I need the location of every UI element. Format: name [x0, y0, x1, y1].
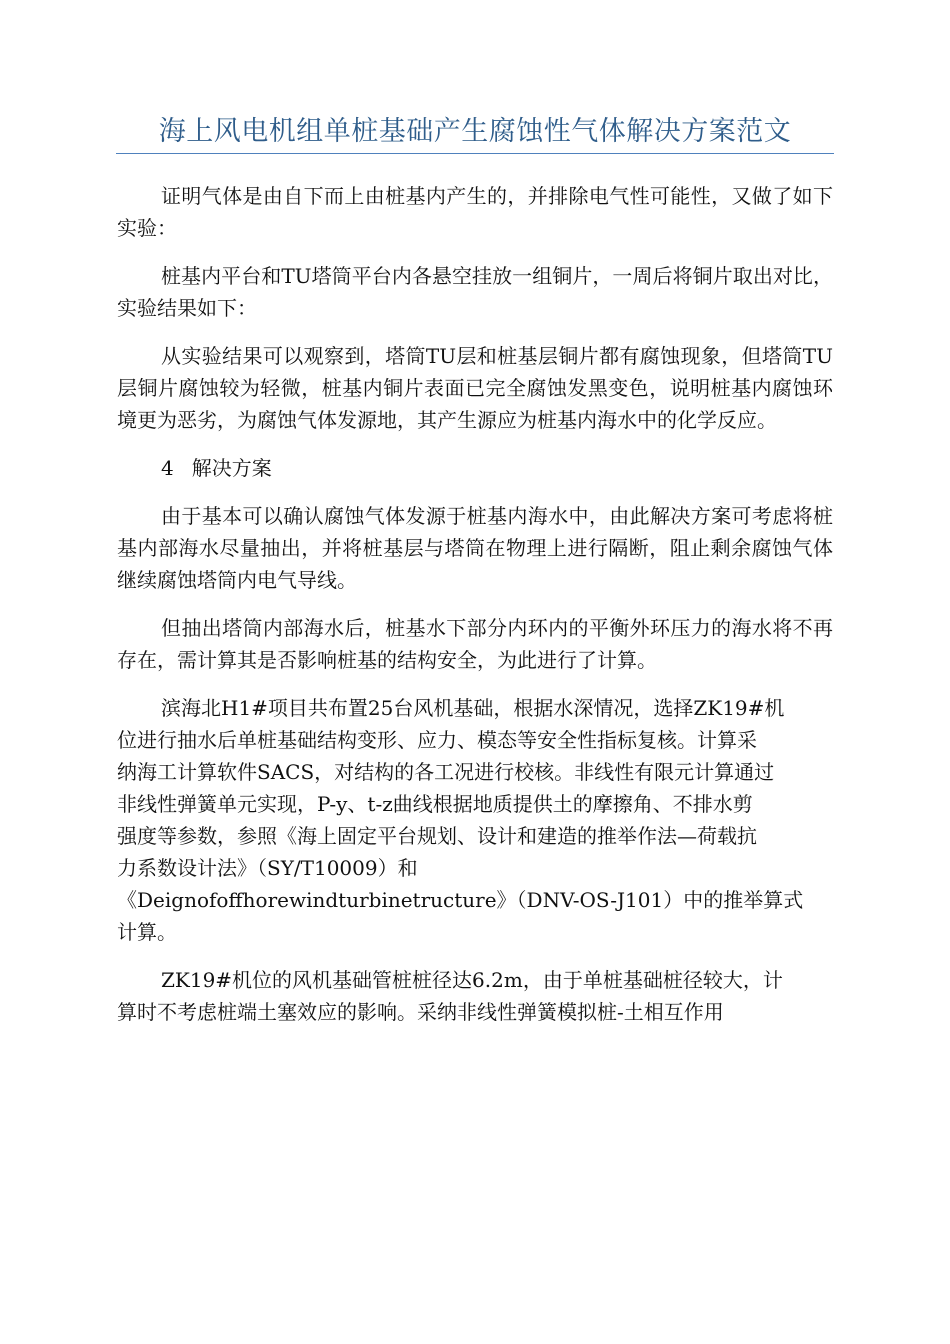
paragraph-6-line-4: 非线性弹簧单元实现，P-y、t-z曲线根据地质提供土的摩擦角、不排水剪: [117, 792, 753, 816]
paragraph-7: [117, 964, 833, 1028]
paragraph-7-line-1: ZK19#机位的风机基础管桩桩径达6.2m，由于单桩基础桩径较大，计: [161, 968, 783, 992]
paragraph-1: 证明气体是由自下而上由桩基内产生的，并排除电气性可能性，又做了如下实验：: [117, 184, 833, 240]
title-underline: [116, 153, 834, 154]
paragraph-5: 但抽出塔筒内部海水后，桩基水下部分内环内的平衡外环压力的海水将不再存在，需计算其是否影响桩基的结构安全，为此进行了计算。: [117, 616, 833, 672]
paragraph-3: 从实验结果可以观察到，塔筒TU层和桩基层铜片都有腐蚀现象，但塔筒TU层铜片腐蚀较为轻微，桩基内铜片表面已完全腐蚀发黑变色，说明桩基内腐蚀环境更为恶劣，为腐蚀气体发源地，其产生源应为桩基内海水中的化学反应。: [117, 344, 833, 432]
document-title: 海上风电机组单桩基础产生腐蚀性气体解决方案范文: [158, 116, 792, 147]
paragraph-6-line-3: 纳海工计算软件SACS，对结构的各工况进行校核。非线性有限元计算通过: [117, 760, 775, 784]
paragraph-6-line-6: 力系数设计法》（SY/T10009）和: [117, 856, 418, 880]
paragraph-2: 桩基内平台和TU塔筒平台内各悬空挂放一组铜片，一周后将铜片取出对比，实验结果如下：: [117, 264, 833, 320]
section-number: 4: [161, 456, 174, 480]
section-title: 解决方案: [191, 456, 272, 480]
paragraph-6-line-2: 位进行抽水后单桩基础结构变形、应力、模态等安全性指标复核。计算采: [117, 728, 757, 752]
section-heading: [117, 452, 833, 484]
paragraph-7-line-2: 算时不考虑桩端土塞效应的影响。采纳非线性弹簧模拟桩-土相互作用: [117, 1000, 724, 1024]
paragraph-6-line-5: 强度等参数，参照《海上固定平台规划、设计和建造的推举作法—荷载抗: [117, 824, 757, 848]
paragraph-6-line-7: 《Deignofoffhorewindturbinetructure》（DNV-OS-J101）中的推举算式: [117, 888, 804, 912]
paragraph-6-line-8: 计算。: [117, 920, 177, 944]
paragraph-4: 由于基本可以确认腐蚀气体发源于桩基内海水中，由此解决方案可考虑将桩基内部海水尽量抽出，并将桩基层与塔筒在物理上进行隔断，阻止剩余腐蚀气体继续腐蚀塔筒内电气导线。: [117, 504, 833, 592]
paragraph-6-line-1: 滨海北H1#项目共布置25台风机基础，根据水深情况，选择ZK19#机: [161, 696, 785, 720]
paragraph-6: [117, 692, 833, 948]
document-body: [117, 180, 833, 1044]
